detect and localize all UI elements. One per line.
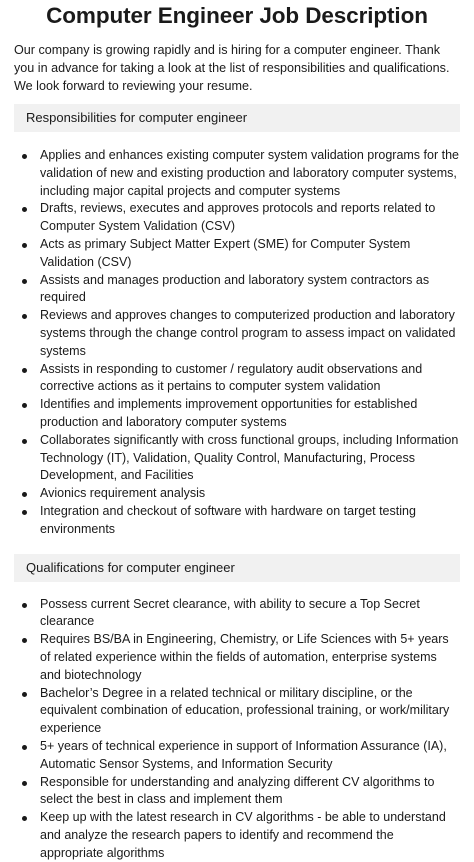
list-item (14, 272, 460, 308)
list-item-text: Assists and manages production and laboratory system contractors as required (40, 272, 430, 305)
list-item (14, 432, 460, 485)
bullet-icon (22, 439, 27, 444)
list-item-text: Keep up with the latest research in CV algorithms - be able to understand and analyze the research papers to identify and recommend the appropriate algorithms (40, 810, 446, 860)
list-item (14, 307, 460, 360)
list-item-text: Bachelor’s Degree in a related technical or military discipline, or the equivalent combination of education, professional training, or work/military experience (40, 685, 450, 736)
list-item (14, 485, 460, 503)
bullet-icon (22, 638, 27, 643)
list-item-text: Acts as primary Subject Matter Expert (SME) for Computer System Validation (CSV) (40, 236, 411, 269)
page-title: Computer Engineer Job Description (46, 3, 428, 28)
list-item-text: Applies and enhances existing computer system validation programs for the validation of new and existing production and laboratory computer systems, including major capital projects and computer systems (40, 148, 459, 198)
bullet-icon (22, 816, 27, 821)
list-item (14, 685, 460, 738)
list-item-text: Reviews and approves changes to computerized production and laboratory systems through the change control program to assess impact on validated systems (40, 308, 456, 358)
list-item-text: Possess current Secret clearance, with ability to secure a Top Secret clearance (40, 596, 420, 629)
list-item-text: Integration and checkout of software with hardware on target testing environments (40, 503, 416, 536)
responsibilities-heading: Responsibilities for computer engineer (14, 104, 460, 132)
list-item-text: Responsible for understanding and analyzing different CV algorithms to select the best in class and implement them (40, 774, 435, 807)
list-item (14, 596, 460, 632)
list-item-text: Collaborates significantly with cross functional groups, including Information Technology (IT), Validation, Quality Control, Manufacturing, Process Development, and Facilities (40, 432, 459, 483)
list-item (14, 361, 460, 397)
list-item (14, 809, 460, 862)
list-item-text: 5+ years of technical experience in support of Information Assurance (IA), Automatic Sensor Systems, and Information Security (40, 738, 447, 771)
list-item (14, 396, 460, 432)
list-item (14, 774, 460, 810)
bullet-icon (22, 510, 27, 515)
list-item-text: Avionics requirement analysis (40, 486, 206, 501)
bullet-icon (22, 403, 27, 408)
bullet-icon (22, 243, 27, 248)
list-item (14, 503, 460, 539)
bullet-icon (22, 314, 27, 319)
bullet-icon (22, 279, 27, 284)
bullet-icon (22, 692, 27, 697)
bullet-icon (22, 154, 27, 159)
bullet-icon (22, 603, 27, 608)
responsibilities-list (14, 147, 460, 539)
list-item-text: Requires BS/BA in Engineering, Chemistry, or Life Sciences with 5+ years of related experience within the fields of automation, enterprise systems and biotechnology (40, 632, 449, 682)
qualifications-list (14, 596, 460, 862)
list-item (14, 631, 460, 684)
list-item (14, 738, 460, 774)
list-item-text: Drafts, reviews, executes and approves protocols and reports related to Computer System Validation (CSV) (40, 201, 436, 234)
list-item-text: Identifies and implements improvement opportunities for established production and laboratory computer systems (40, 397, 418, 429)
list-item (14, 200, 460, 236)
list-item (14, 147, 460, 200)
bullet-icon (22, 207, 27, 212)
intro-paragraph: Our company is growing rapidly and is hiring for a computer engineer. Thank you in advance for taking a look at the list of responsibilities and qualifications. We look forward to reviewing your resume. (14, 43, 450, 93)
bullet-icon (22, 368, 27, 373)
list-item (14, 236, 460, 272)
bullet-icon (22, 781, 27, 786)
bullet-icon (22, 492, 27, 497)
bullet-icon (22, 745, 27, 750)
list-item-text: Assists in responding to customer / regulatory audit observations and corrective actions as it pertains to computer system validation (40, 361, 423, 394)
qualifications-heading: Qualifications for computer engineer (14, 554, 460, 582)
